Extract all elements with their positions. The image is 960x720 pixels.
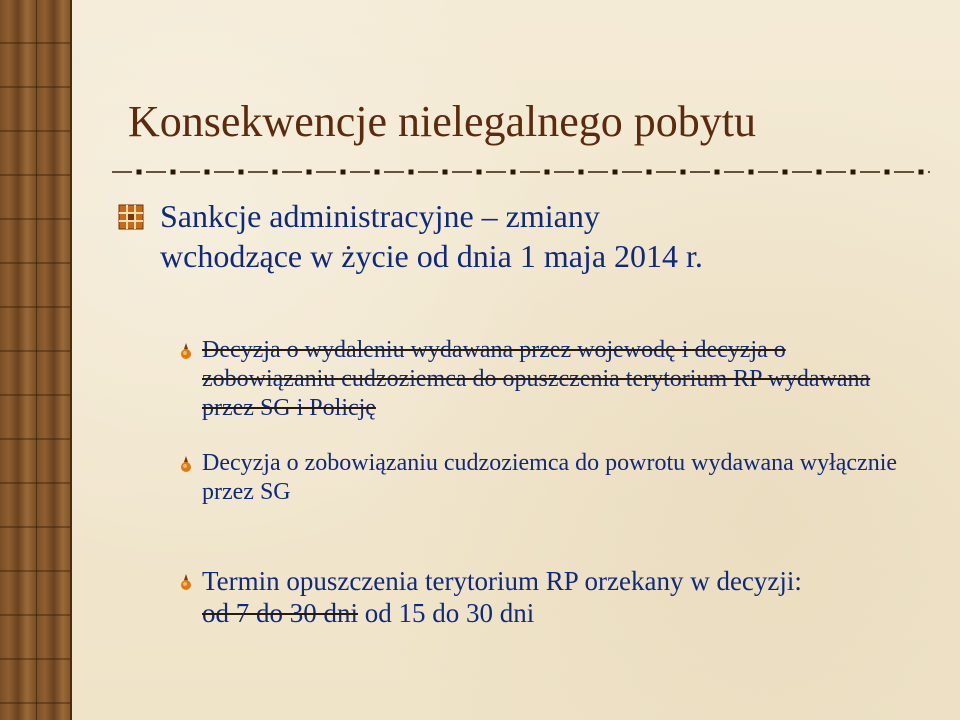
sub-item-return-decision [176, 449, 916, 507]
orange-dot-bullet-icon [176, 340, 196, 362]
orange-dot-bullet-icon [176, 571, 196, 593]
main-bullet-line1: Sankcje administracyjne – zmiany [160, 198, 600, 234]
sub-item-text-struck: Decyzja o wydaleniu wydawana przez wojewodę i decyzja o zobowiązaniu cudzoziemca do opuszczenia terytorium RP wydawana przez SG i Policję [202, 337, 871, 421]
sub-item-deadline-text [202, 565, 802, 629]
orange-dot-bullet-icon [176, 453, 196, 475]
divider-rule [110, 164, 930, 180]
plaid-square-icon [118, 204, 144, 230]
slide-title: Konsekwencje nielegalnego pobytu [128, 97, 757, 146]
deadline-old-value: od 7 do 30 dni [202, 598, 359, 628]
deadline-main-line: Termin opuszczenia terytorium RP orzekany w decyzji: [202, 566, 802, 596]
deadline-values-line [202, 597, 802, 629]
main-bullet-line2: wchodzące w życie od dnia 1 maja 2014 r. [160, 238, 703, 274]
main-bullet-text [160, 196, 703, 276]
sub-item-text: Decyzja o zobowiązaniu cudzoziemca do powrotu wydawana wyłącznie przez SG [202, 450, 898, 505]
main-bullet-item [118, 196, 918, 276]
sub-item-removal-decision [176, 336, 916, 423]
sub-item-deadline [176, 565, 916, 629]
deadline-new-value: od 15 do 30 dni [358, 598, 535, 628]
wood-strip-decoration [0, 0, 72, 720]
